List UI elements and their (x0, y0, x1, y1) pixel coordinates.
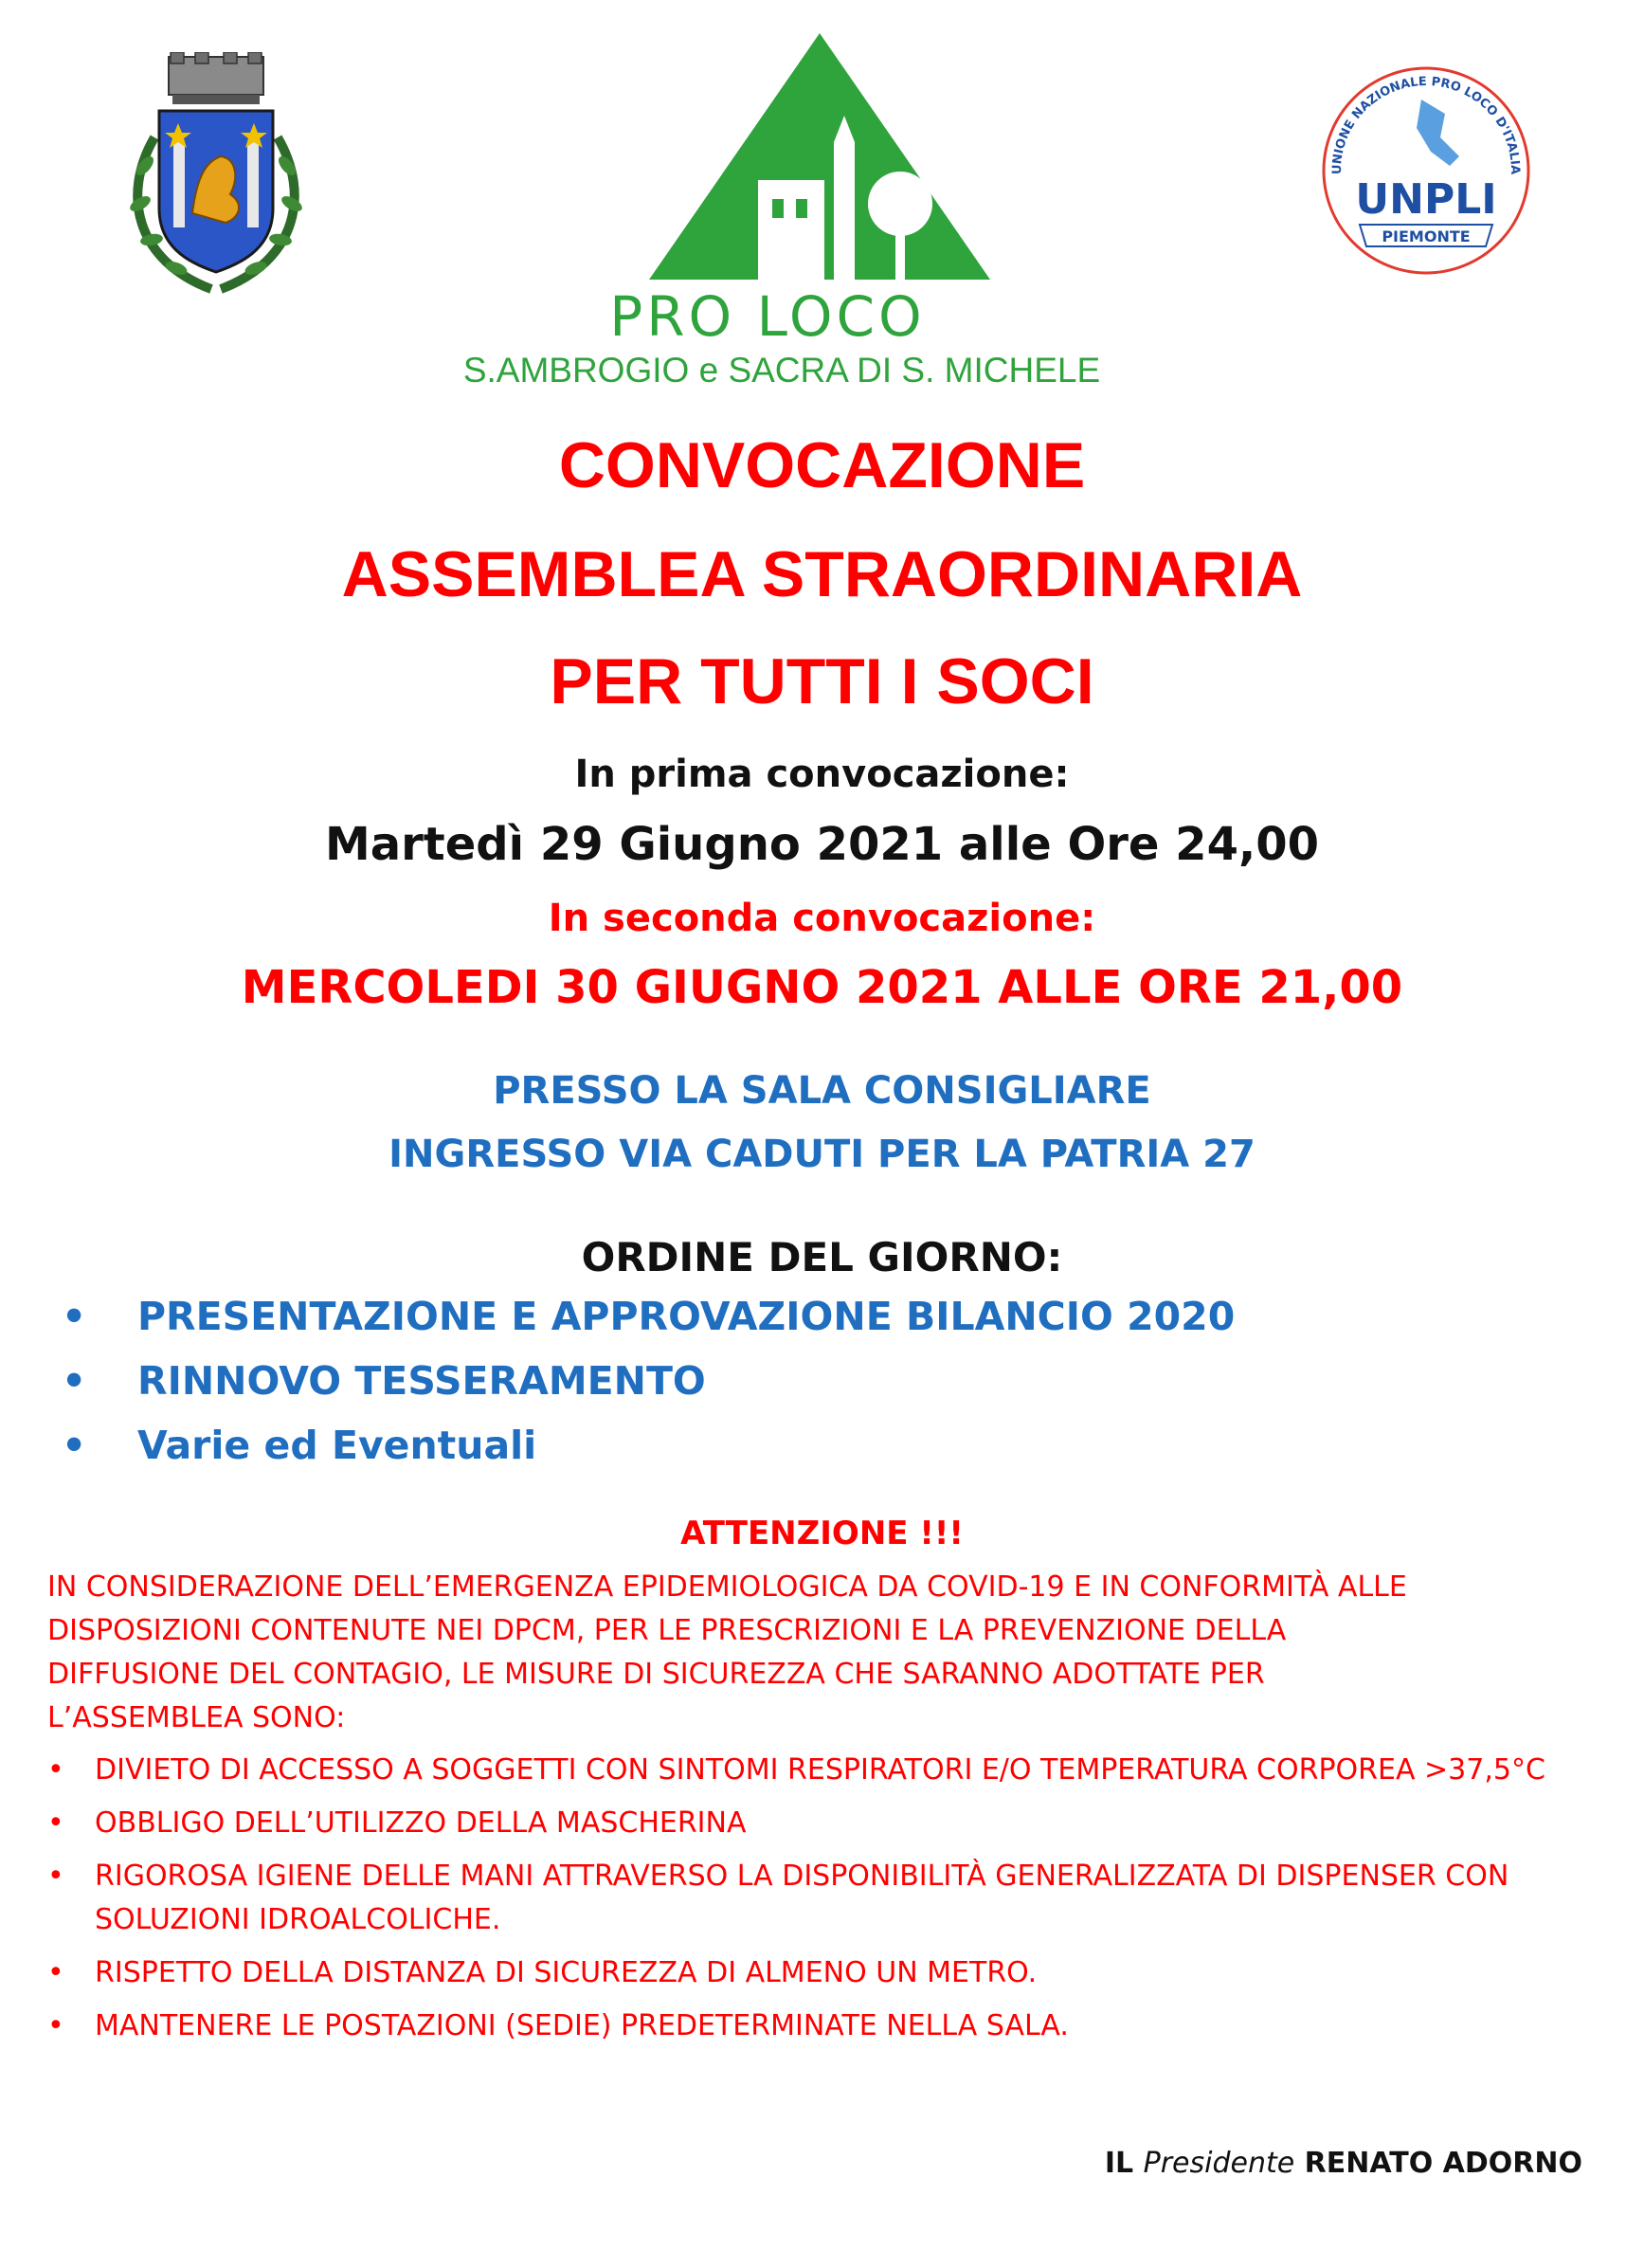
agenda-title: ORDINE DEL GIORNO: (581, 1234, 1063, 1280)
bullet-icon: • (47, 1956, 64, 1989)
signature-prefix: IL (1104, 2147, 1134, 2180)
safety-measures-list (47, 1749, 1601, 2058)
unpli-name: UNPLI (1355, 175, 1497, 224)
bullet-icon: • (47, 1806, 64, 1840)
venue-line-1: PRESSO LA SALA CONSIGLIARE (493, 1069, 1151, 1113)
title-line-1: CONVOCAZIONE (558, 429, 1086, 501)
notice-line: DISPOSIZIONI CONTENUTE NEI DPCM, PER LE PRESCRIZIONI E LA PREVENZIONE DELLA (47, 1614, 1287, 1647)
unpli-region: PIEMONTE (1382, 227, 1471, 245)
title-line-3: PER TUTTI I SOCI (550, 645, 1094, 717)
measure-item (47, 2005, 1601, 2048)
second-call-date: MERCOLEDI 30 GIUGNO 2021 ALLE ORE 21,00 (241, 961, 1403, 1014)
venue-line-2: INGRESSO VIA CADUTI PER LA PATRIA 27 (388, 1133, 1256, 1176)
bullet-icon: • (47, 1860, 64, 1893)
bullet-icon: • (62, 1358, 87, 1404)
notice-line: IN CONSIDERAZIONE DELL’EMERGENZA EPIDEMIOLOGICA DA COVID-19 E IN CONFORMITÀ ALLE (47, 1570, 1407, 1604)
first-call-date: Martedì 29 Giugno 2021 alle Ore 24,00 (324, 818, 1320, 871)
agenda-item-text: RINNOVO TESSERAMENTO (137, 1358, 706, 1404)
unpli-logo-icon (1317, 62, 1535, 289)
agenda-item-text: Varie ed Eventuali (137, 1423, 537, 1468)
bullet-icon: • (62, 1294, 87, 1339)
attention-heading: ATTENZIONE !!! (680, 1515, 964, 1552)
measure-text: DIVIETO DI ACCESSO A SOGGETTI CON SINTOMI RESPIRATORI E/O TEMPERATURA CORPOREA >37,5°C (95, 1753, 1545, 1787)
agenda-item (62, 1423, 1578, 1487)
notice-line: L’ASSEMBLEA SONO: (47, 1701, 346, 1734)
signature-name: RENATO ADORNO (1304, 2147, 1582, 2180)
measure-text: RISPETTO DELLA DISTANZA DI SICUREZZA DI ALMENO UN METRO. (95, 1956, 1038, 1989)
signature-role: Presidente (1143, 2147, 1295, 2180)
second-call-label: In seconda convocazione: (548, 897, 1096, 940)
notice-line: DIFFUSIONE DEL CONTAGIO, LE MISURE DI SICUREZZA CHE SARANNO ADOTTATE PER (47, 1658, 1265, 1691)
municipal-crest-icon (102, 52, 330, 303)
bullet-icon: • (62, 1423, 87, 1468)
agenda-list (62, 1294, 1578, 1487)
first-call-label: In prima convocazione: (574, 753, 1070, 796)
bullet-icon: • (47, 2009, 64, 2042)
measure-item (47, 1749, 1601, 1792)
mountain-tower-tree-icon (644, 28, 995, 284)
measure-text: RIGOROSA IGIENE DELLE MANI ATTRAVERSO LA DISPONIBILITÀ GENERALIZZATA DI DISPENSER CON SOLUZIONI IDROALCOLICHE. (95, 1860, 1509, 1936)
measure-item (47, 1802, 1601, 1845)
proloco-name: PRO LOCO (609, 284, 926, 349)
measure-item (47, 1855, 1601, 1942)
signature (1105, 2147, 1582, 2180)
agenda-item (62, 1294, 1578, 1358)
measure-text: OBBLIGO DELL’UTILIZZO DELLA MASCHERINA (95, 1806, 747, 1840)
measure-text: MANTENERE LE POSTAZIONI (SEDIE) PREDETERMINATE NELLA SALA. (95, 2009, 1069, 2042)
bullet-icon: • (47, 1753, 64, 1787)
title-line-2: ASSEMBLEA STRAORDINARIA (341, 538, 1303, 610)
proloco-subtitle: S.AMBROGIO e SACRA DI S. MICHELE (462, 351, 1101, 390)
notice-paragraph (47, 1566, 1601, 1740)
unpli-arc-text: UNIONE NAZIONALE PRO LOCO D'ITALIA (1329, 74, 1523, 175)
agenda-item-text: PRESENTAZIONE E APPROVAZIONE BILANCIO 2020 (137, 1294, 1236, 1339)
measure-item (47, 1951, 1601, 1995)
agenda-item (62, 1358, 1578, 1423)
